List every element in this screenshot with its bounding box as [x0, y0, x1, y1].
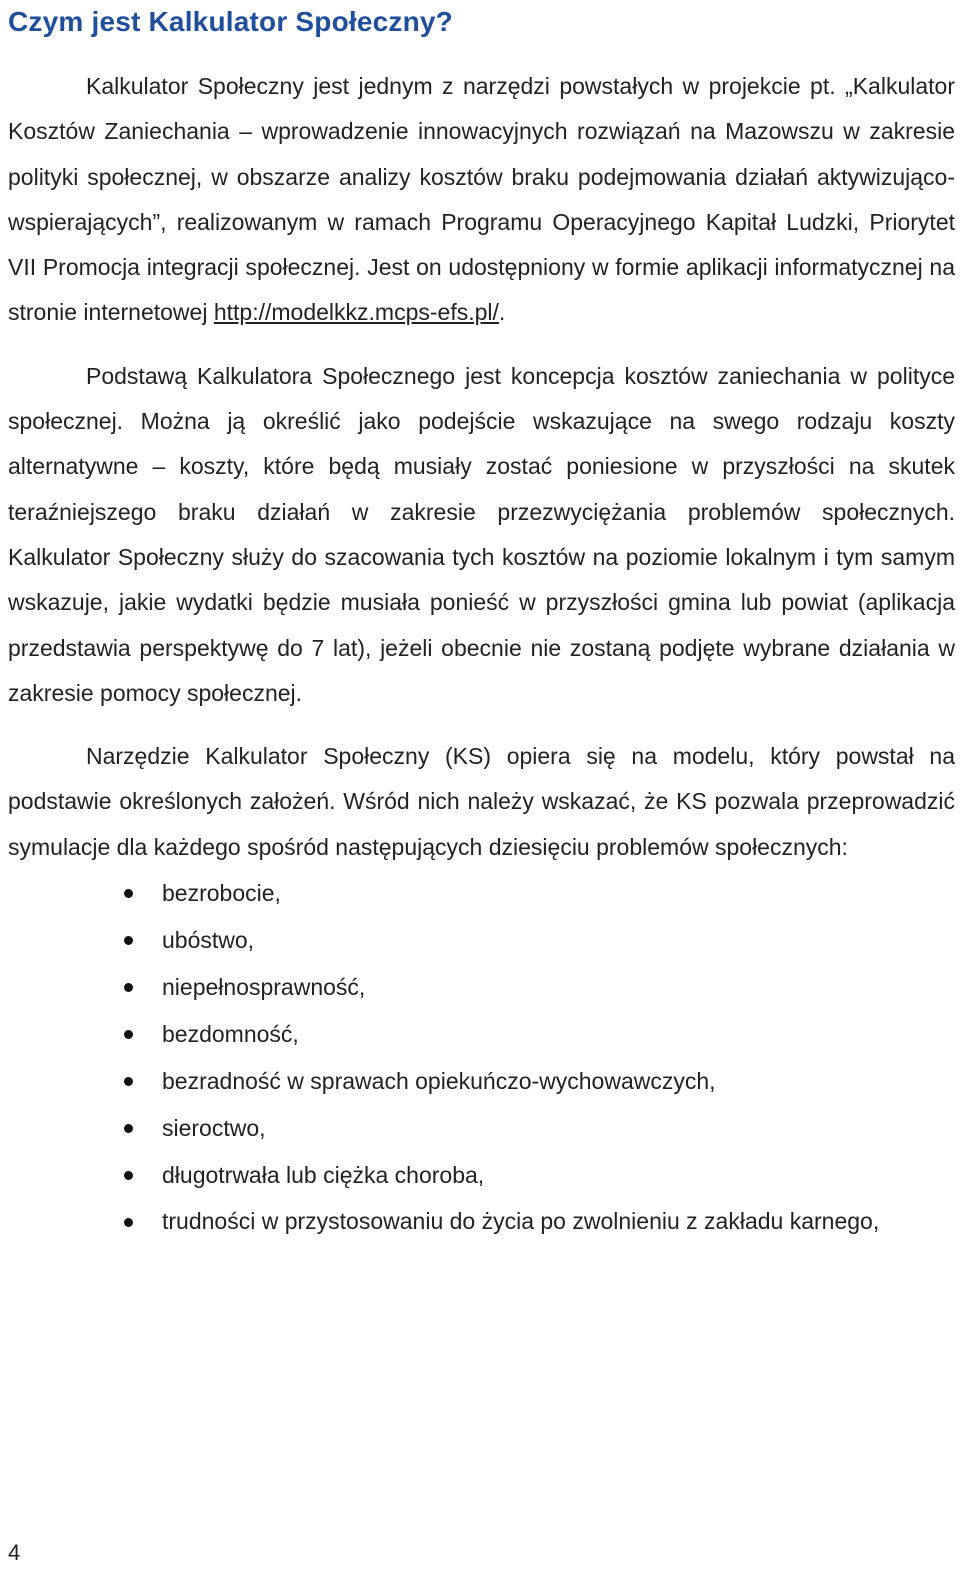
- intro-text: Kalkulator Społeczny jest jednym z narzędzi powstałych w projekcie pt. „Kalkulator Kosztów Zaniechania – wprowadzenie innowacyjnych rozwiązań na Mazowszu w zakresie polityki społecznej, w obszarze analizy kosztów braku podejmowania działań aktywizująco-wspierających”, realizowanym w ramach Programu Operacyjnego Kapitał Ludzki, Priorytet VII Promocja integracji społecznej. Jest on udostępniony w formie aplikacji informatycznej na stronie internetowej: [8, 73, 955, 326]
- list-item: niepełnosprawność,: [8, 964, 955, 1011]
- bullet-icon: [124, 1077, 133, 1086]
- page-title: Czym jest Kalkulator Społeczny?: [8, 6, 453, 37]
- social-problems-list: [8, 870, 955, 1244]
- page-number: 4: [8, 1540, 21, 1565]
- bullet-icon: [124, 1218, 133, 1227]
- list-item: bezrobocie,: [8, 870, 955, 917]
- list-item: trudności w przystosowaniu do życia po zwolnieniu z zakładu karnego,: [8, 1199, 955, 1244]
- list-item: długotrwała lub ciężka choroba,: [8, 1152, 955, 1199]
- bullet-icon: [124, 1171, 133, 1180]
- list-item: bezradność w sprawach opiekuńczo-wychowawczych,: [8, 1058, 955, 1105]
- website-link[interactable]: http://modelkkz.mcps-efs.pl/: [213, 299, 499, 326]
- list-item: ubóstwo,: [8, 917, 955, 964]
- intro-text-end: .: [498, 299, 506, 326]
- bullet-icon: [124, 936, 133, 945]
- bullet-icon: [124, 889, 133, 898]
- bullet-icon: [124, 1030, 133, 1039]
- concept-paragraph: Podstawą Kalkulatora Społecznego jest koncepcja kosztów zaniechania w polityce społecznej. Można ją określić jako podejście wskazujące na swego rodzaju koszty alternatywne – koszty, które będą musiały zostać poniesione w przyszłości na skutek teraźniejszego braku działań w zakresie przezwyciężania problemów społecznych. Kalkulator Społeczny służy do szacowania tych kosztów na poziomie lokalnym i tym samym wskazuje, jakie wydatki będzie musiała ponieść w przyszłości gmina lub powiat (aplikacja przedstawia perspektywę do 7 lat), jeżeli obecnie nie zostaną podjęte wybrane działania w zakresie pomocy społecznej.: [8, 362, 955, 706]
- model-paragraph: Narzędzie Kalkulator Społeczny (KS) opiera się na modelu, który powstał na podstawie określonych założeń. Wśród nich należy wskazać, że KS pozwala przeprowadzić symulacje dla każdego spośród następujących dziesięciu problemów społecznych:: [8, 743, 955, 860]
- list-item: bezdomność,: [8, 1011, 955, 1058]
- intro-paragraph: [8, 64, 955, 336]
- bullet-icon: [124, 1124, 133, 1133]
- bullet-icon: [124, 983, 133, 992]
- document-page: [8, 0, 955, 1244]
- list-item: sieroctwo,: [8, 1105, 955, 1152]
